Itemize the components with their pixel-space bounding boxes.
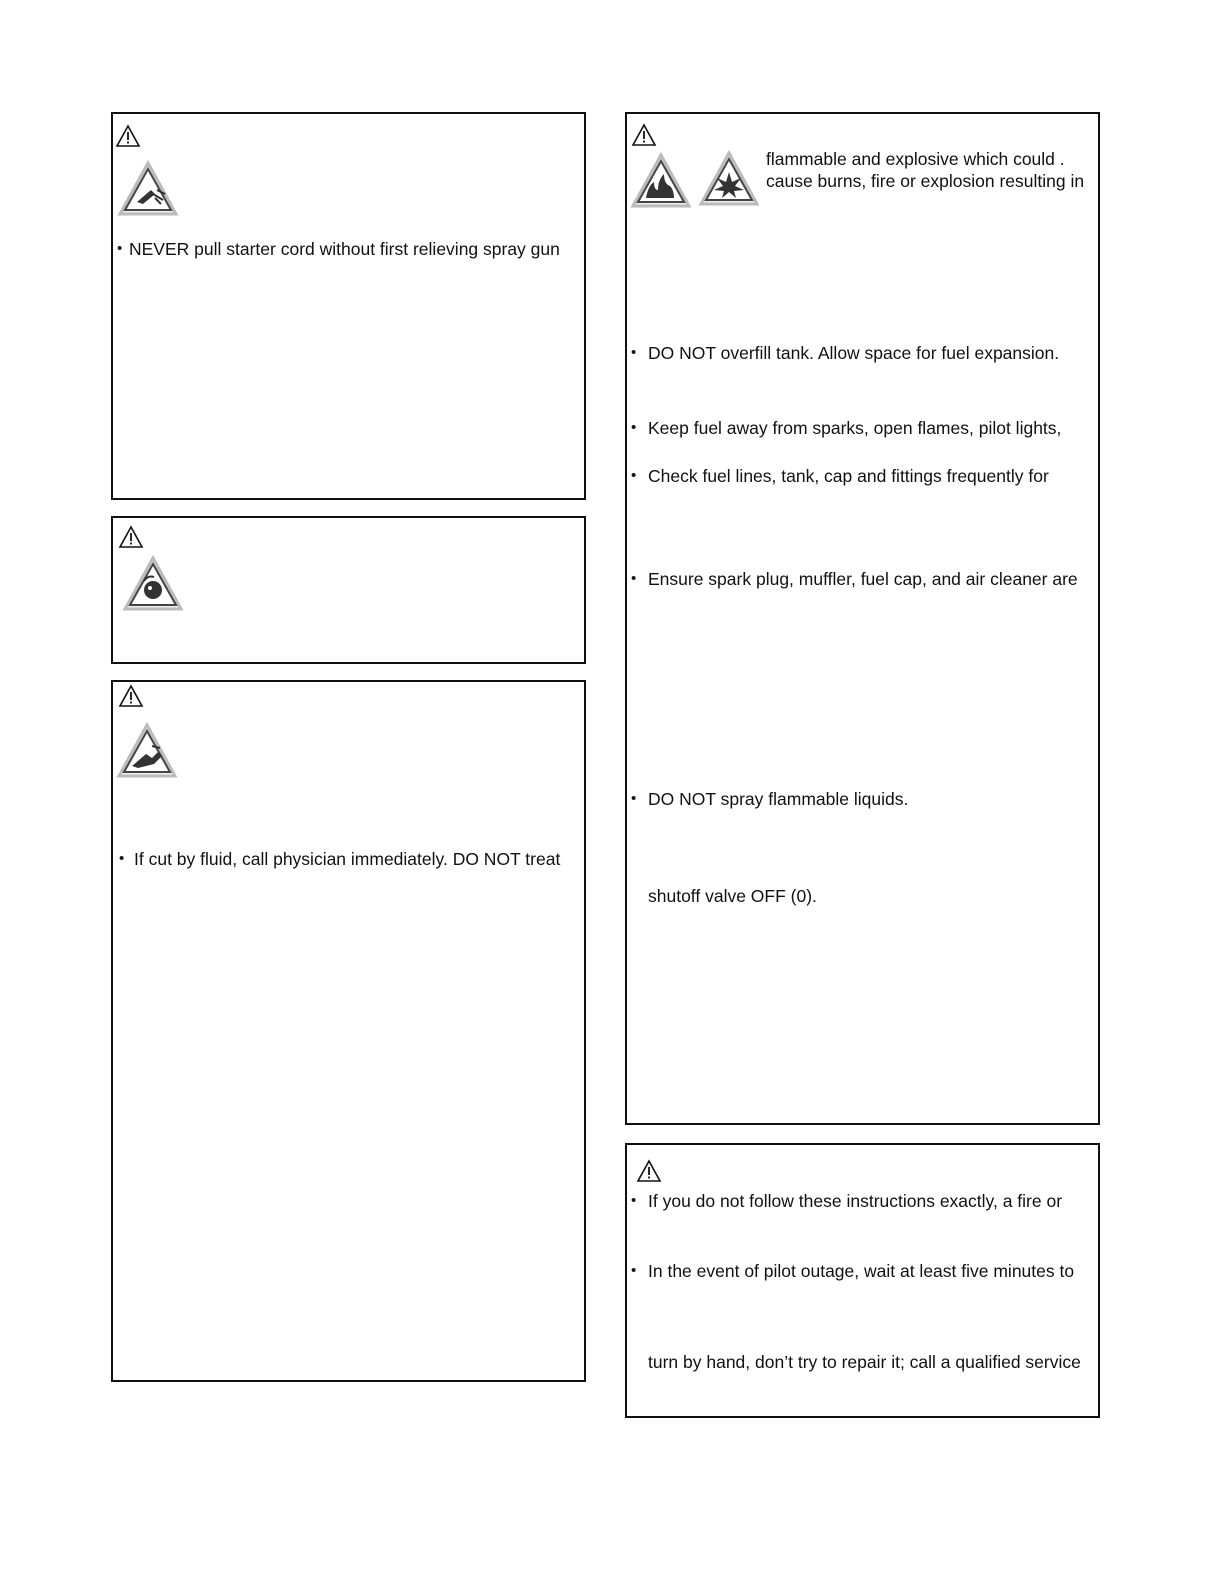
continuation-text-line: turn by hand, don’t try to repair it; call a qualified service [648,1352,1081,1372]
bullet-marker: • [631,419,637,436]
breathing-hazard-icon [122,555,184,613]
warning-box-spray-gun [111,112,586,500]
warning-list-item: In the event of pilot outage, wait at least five minutes to [648,1261,1075,1281]
warning-list-item: DO NOT spray flammable liquids. [648,789,909,809]
warning-list-item: DO NOT overfill tank. Allow space for fuel expansion. [648,343,1060,363]
warning-box-pilot [625,1143,1100,1418]
warning-triangle-icon [636,1159,662,1183]
warning-triangle-icon [631,123,657,147]
continuation-text-line: shutoff valve OFF (0). [648,886,817,906]
bullet-marker: • [631,1192,637,1209]
warning-list-item: Check fuel lines, tank, cap and fittings frequently for [648,466,1049,486]
warning-triangle-icon [115,124,141,148]
explosion-hazard-icon [698,150,760,208]
warning-triangle-icon [118,525,144,549]
warning-list-item: Ensure spark plug, muffler, fuel cap, and air cleaner are [648,569,1078,589]
warning-text-line: NEVER pull starter cord without first relieving spray gun [129,239,560,259]
pressure-release-icon [117,160,179,218]
bullet-marker: • [631,467,637,484]
warning-text-line: If cut by fluid, call physician immediately. DO NOT treat [134,849,561,869]
bullet-marker: • [117,240,123,257]
warning-box-breathing [111,516,586,664]
intro-text-line: flammable and explosive which could . [766,149,1065,169]
warning-box-injection [111,680,586,1382]
warning-list-item: Keep fuel away from sparks, open flames, pilot lights, [648,418,1062,438]
bullet-marker: • [631,790,637,807]
fluid-injection-icon [116,722,178,780]
intro-text-line: cause burns, fire or explosion resulting in [766,171,1085,191]
fire-hazard-icon [630,152,692,210]
warning-list-item: If you do not follow these instructions exactly, a fire or [648,1191,1063,1211]
bullet-marker: • [119,850,125,867]
warning-box-fire-explosion [625,112,1100,1125]
bullet-marker: • [631,570,637,587]
bullet-marker: • [631,344,637,361]
bullet-marker: • [631,1262,637,1279]
warning-triangle-icon [118,684,144,708]
